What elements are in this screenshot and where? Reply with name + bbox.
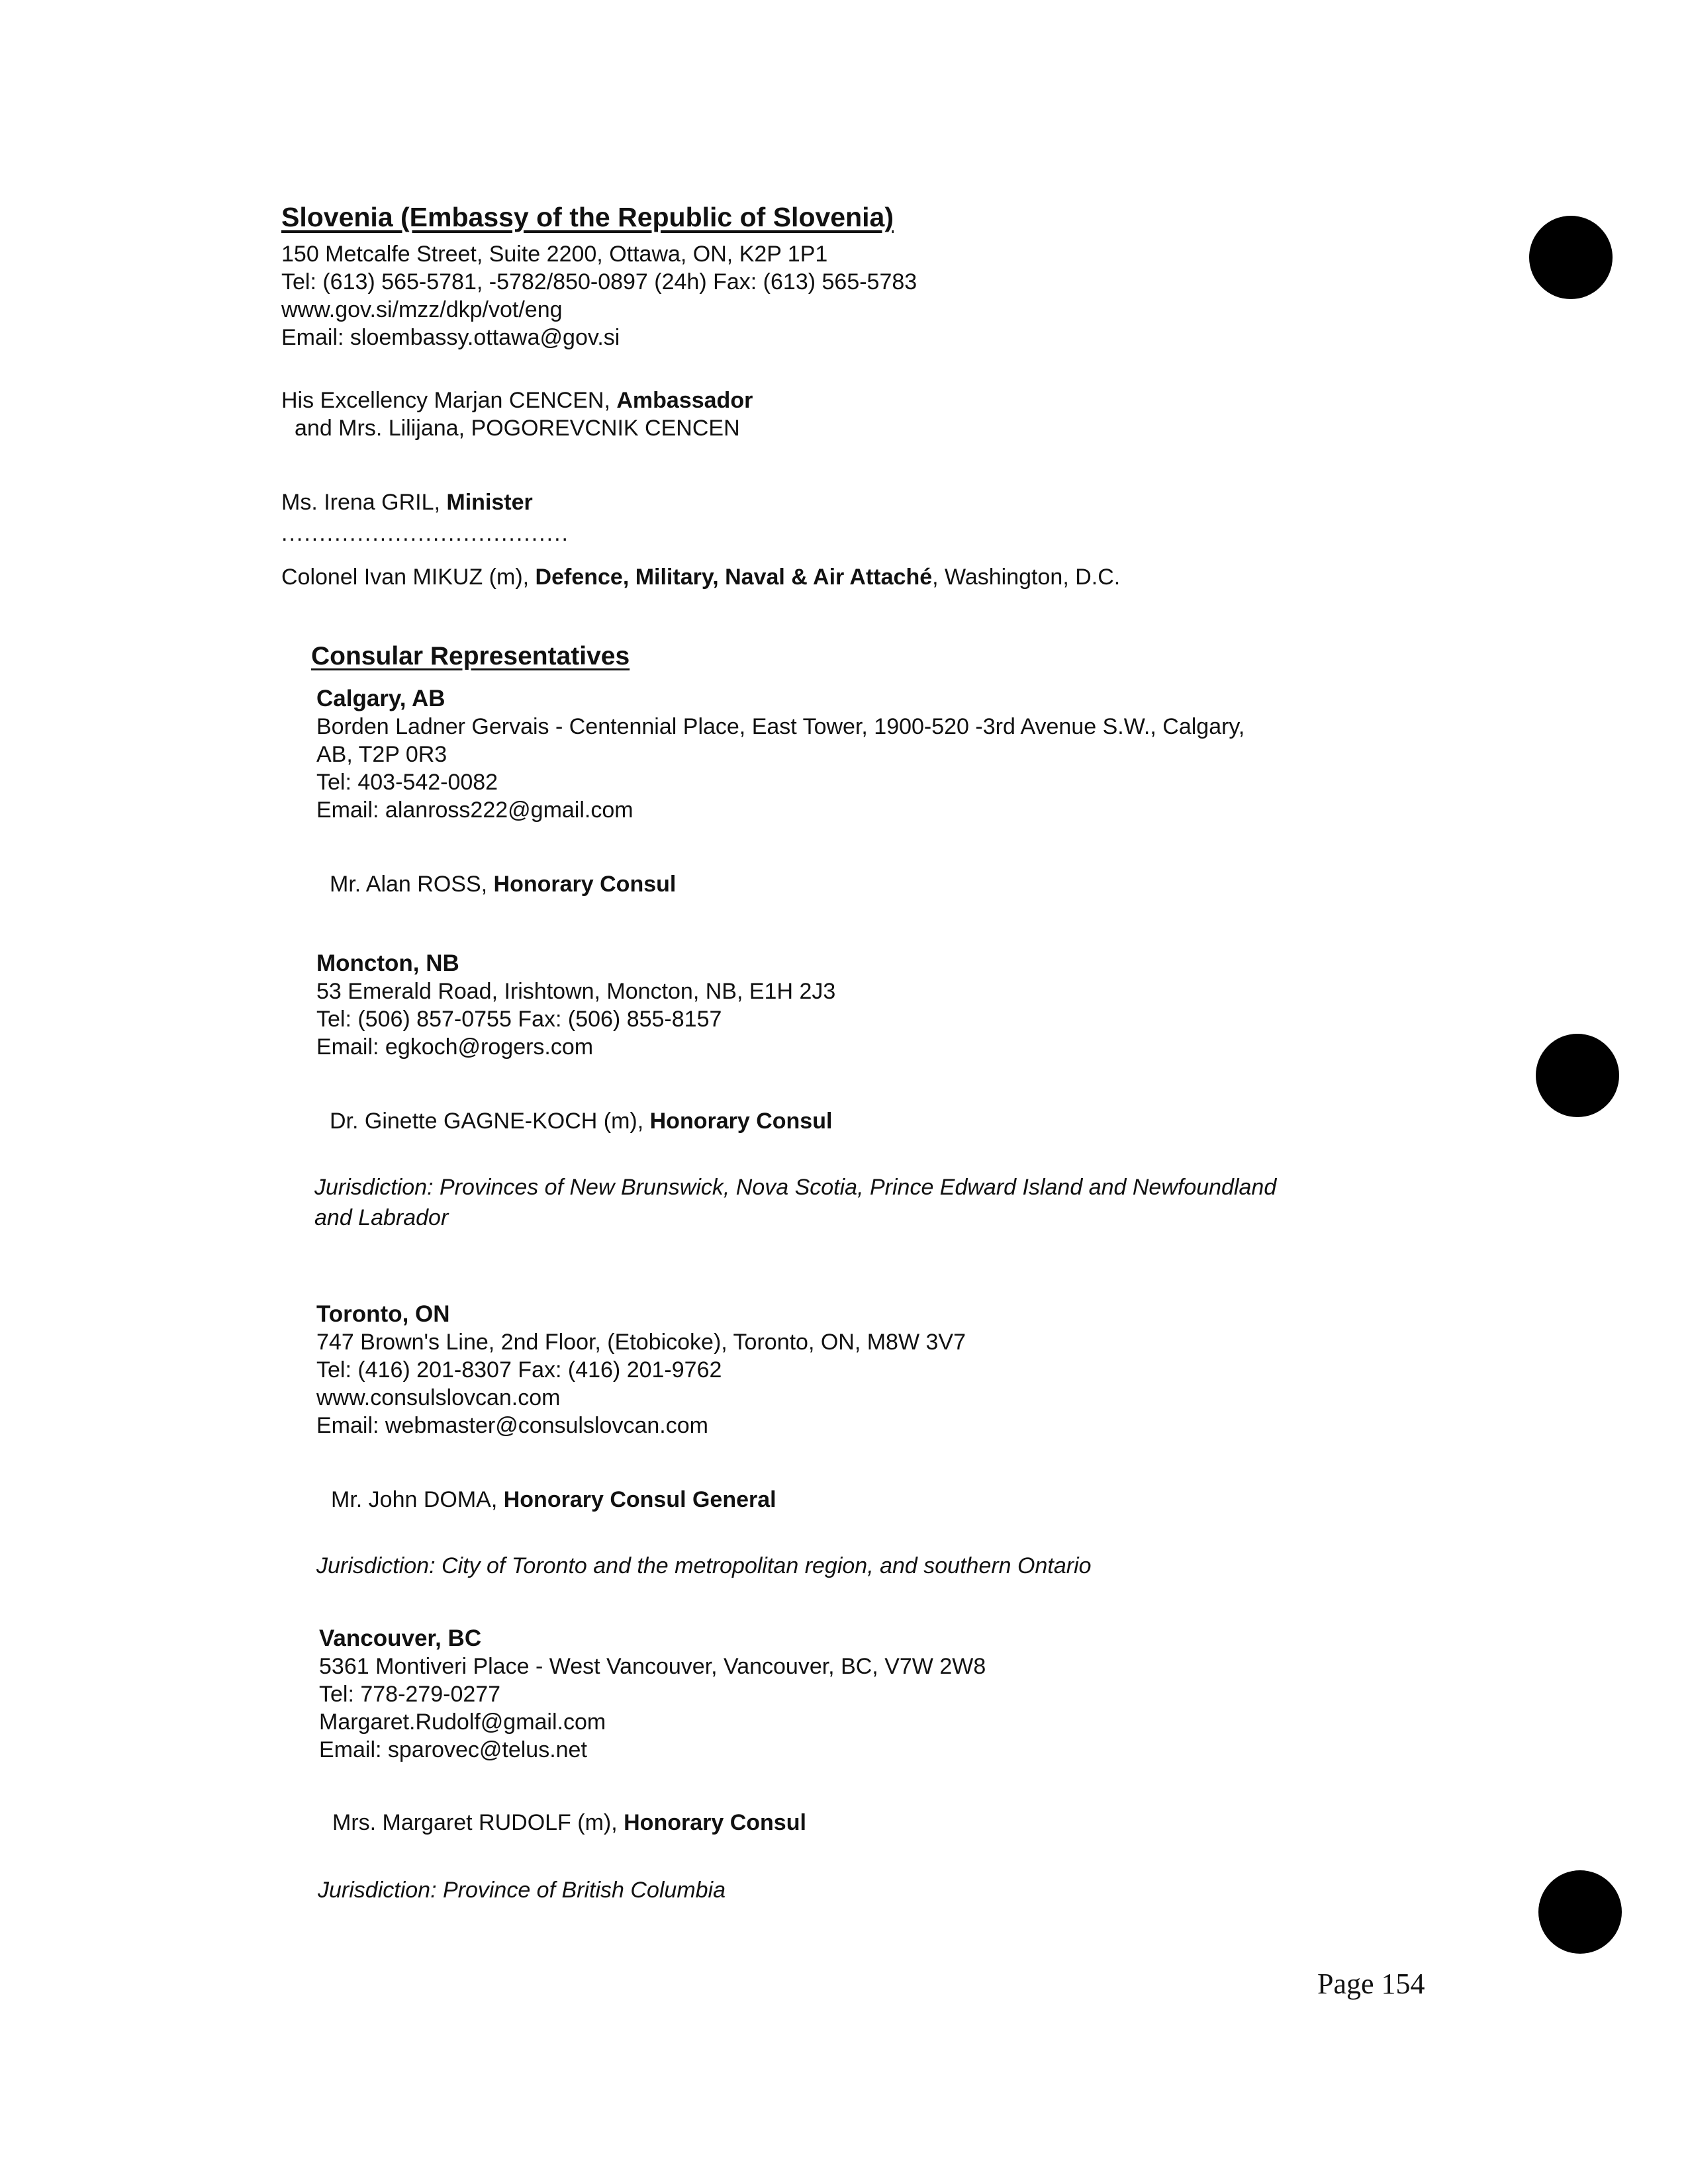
calgary-address-line1: Borden Ladner Gervais - Centennial Place, East Tower, 1900-520 -3rd Avenue S.W., Calgary,	[316, 714, 1245, 739]
punch-hole-middle	[1536, 1034, 1619, 1117]
punch-hole-bottom	[1538, 1870, 1622, 1954]
toronto-consul-line	[331, 1486, 776, 1513]
moncton-email: Email: egkoch@rogers.com	[316, 1034, 594, 1060]
attache-location: , Washington, D.C.	[932, 565, 1121, 590]
attache-line	[281, 564, 1120, 590]
vancouver-email-alt: Margaret.Rudolf@gmail.com	[319, 1709, 606, 1735]
toronto-consul-name: Mr. John DOMA,	[331, 1487, 504, 1512]
toronto-phone: Tel: (416) 201-8307 Fax: (416) 201-9762	[316, 1357, 722, 1383]
toronto-consul-title: Honorary Consul General	[503, 1487, 776, 1512]
moncton-consul-name: Dr. Ginette GAGNE-KOCH (m),	[330, 1109, 650, 1134]
page-number: Page 154	[1317, 1968, 1425, 2000]
attache-name: Colonel Ivan MIKUZ (m),	[281, 565, 536, 590]
dotted-separator: ......................................	[281, 521, 569, 546]
ambassador-name: His Excellency Marjan CENCEN,	[281, 388, 617, 413]
vancouver-jurisdiction: Jurisdiction: Province of British Columbia	[318, 1878, 726, 1903]
minister-name: Ms. Irena GRIL,	[281, 490, 447, 515]
punch-hole-top	[1529, 216, 1613, 299]
vancouver-consul-title: Honorary Consul	[624, 1810, 806, 1835]
embassy-title: Slovenia (Embassy of the Republic of Slovenia)	[281, 202, 894, 232]
moncton-jurisdiction-line2: and Labrador	[314, 1205, 449, 1230]
calgary-phone: Tel: 403-542-0082	[316, 770, 498, 795]
moncton-phone: Tel: (506) 857-0755 Fax: (506) 855-8157	[316, 1007, 722, 1032]
moncton-consul-line	[330, 1108, 832, 1134]
calgary-city: Calgary, AB	[316, 686, 445, 711]
toronto-website: www.consulslovcan.com	[316, 1385, 561, 1410]
toronto-email: Email: webmaster@consulslovcan.com	[316, 1413, 708, 1438]
vancouver-city: Vancouver, BC	[319, 1625, 482, 1651]
calgary-consul-title: Honorary Consul	[493, 872, 677, 897]
vancouver-email: Email: sparovec@telus.net	[319, 1737, 587, 1762]
moncton-address: 53 Emerald Road, Irishtown, Moncton, NB, E1H 2J3	[316, 979, 836, 1004]
ambassador-spouse: and Mrs. Lilijana, POGOREVCNIK CENCEN	[295, 416, 740, 441]
ambassador-title: Ambassador	[616, 388, 753, 413]
calgary-email: Email: alanross222@gmail.com	[316, 797, 633, 823]
calgary-address-line2: AB, T2P 0R3	[316, 742, 447, 767]
embassy-website: www.gov.si/mzz/dkp/vot/eng	[281, 297, 563, 322]
toronto-jurisdiction: Jurisdiction: City of Toronto and the metropolitan region, and southern Ontario	[316, 1553, 1092, 1578]
consular-heading: Consular Representatives	[311, 642, 630, 670]
vancouver-address: 5361 Montiveri Place - West Vancouver, Vancouver, BC, V7W 2W8	[319, 1654, 986, 1679]
embassy-email: Email: sloembassy.ottawa@gov.si	[281, 325, 620, 350]
ambassador-line	[281, 387, 753, 414]
embassy-address: 150 Metcalfe Street, Suite 2200, Ottawa, ON, K2P 1P1	[281, 242, 828, 267]
vancouver-consul-line	[332, 1809, 806, 1836]
toronto-city: Toronto, ON	[316, 1301, 450, 1327]
minister-title: Minister	[446, 490, 533, 515]
moncton-city: Moncton, NB	[316, 950, 459, 976]
calgary-consul-name: Mr. Alan ROSS,	[330, 872, 494, 897]
calgary-consul-line	[330, 871, 676, 897]
vancouver-phone: Tel: 778-279-0277	[319, 1682, 501, 1707]
embassy-phone: Tel: (613) 565-5781, -5782/850-0897 (24h) Fax: (613) 565-5783	[281, 269, 917, 295]
vancouver-consul-name: Mrs. Margaret RUDOLF (m),	[332, 1810, 624, 1835]
attache-title: Defence, Military, Naval & Air Attaché	[535, 565, 933, 590]
toronto-address: 747 Brown's Line, 2nd Floor, (Etobicoke), Toronto, ON, M8W 3V7	[316, 1330, 966, 1355]
moncton-consul-title: Honorary Consul	[649, 1109, 833, 1134]
moncton-jurisdiction-line1: Jurisdiction: Provinces of New Brunswick, Nova Scotia, Prince Edward Island and Newfoundland	[314, 1175, 1277, 1200]
minister-line	[281, 489, 533, 516]
